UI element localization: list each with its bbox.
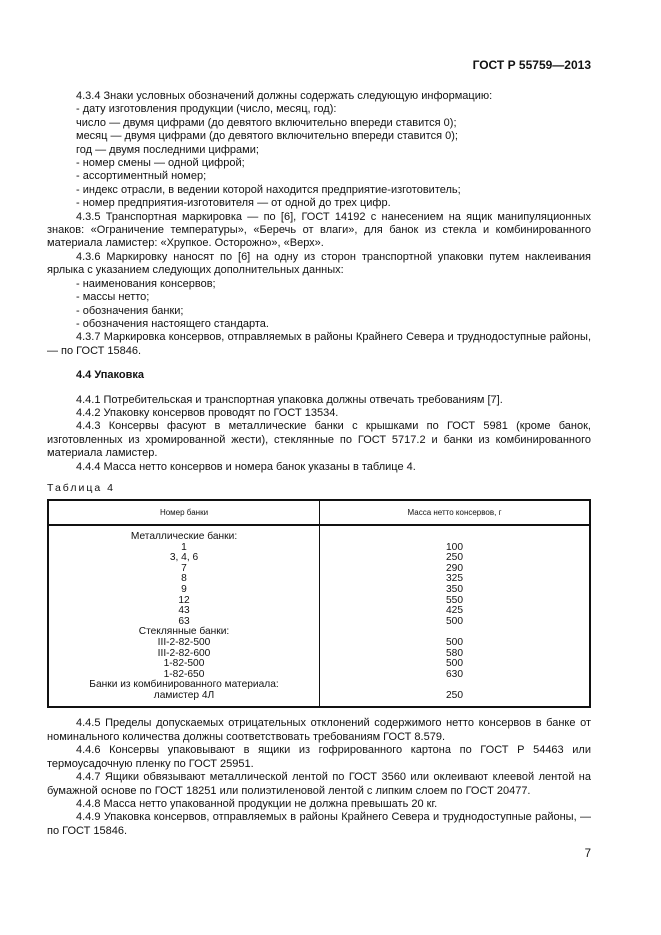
- paragraph: 4.4.7 Ящики обвязывают металлической лентой по ГОСТ 3560 или оклеивают клеевой лентой на бумажной основе по ГОСТ 18251 или полиэтиленовой лентой с липким слоем по ГОСТ 20477.: [47, 771, 591, 797]
- net-mass-cell: 580: [446, 647, 463, 659]
- table-4: [47, 499, 591, 709]
- paragraph: 4.4.6 Консервы упаковывают в ящики из гофрированного картона по ГОСТ Р 54463 или термоусадочную пленку по ГОСТ 25951.: [47, 744, 591, 770]
- net-mass-cell: 630: [446, 668, 463, 680]
- paragraph: 4.4.4 Масса нетто консервов и номера банок указаны в таблице 4.: [76, 460, 416, 473]
- net-mass-cell: 350: [446, 583, 463, 595]
- can-number-cell: Банки из комбинированного материала:: [89, 679, 279, 691]
- can-number-cell: 43: [178, 605, 190, 617]
- table-header-net-mass: Масса нетто консервов, г: [320, 500, 591, 525]
- paragraph: - индекс отрасли, в ведении которой находится предприятие-изготовитель;: [76, 183, 461, 196]
- net-mass-cell: 250: [446, 552, 463, 564]
- net-mass-cell: 100: [446, 541, 463, 553]
- can-number-cell: III-2-82-600: [157, 647, 211, 659]
- paragraph: год — двумя последними цифрами;: [76, 143, 259, 156]
- can-number-cell: ламистер 4Л: [153, 689, 215, 701]
- paragraph: - обозначения банки;: [76, 304, 184, 317]
- paragraph: - дату изготовления продукции (число, месяц, год):: [76, 103, 337, 116]
- can-number-cell: 63: [178, 615, 190, 627]
- section-4-4-text: [47, 394, 591, 474]
- can-number-cell: 9: [181, 583, 187, 595]
- net-mass-cell: 500: [446, 615, 463, 627]
- net-mass-cell: 425: [446, 605, 463, 617]
- paragraph: - массы нетто;: [76, 291, 150, 304]
- table-header-can-number: Номер банки: [48, 500, 320, 525]
- paragraph: - номер смены — одной цифрой;: [76, 157, 245, 170]
- paragraph: число — двумя цифрами (до девятого включительно впереди ставится 0);: [76, 116, 457, 129]
- paragraph: месяц — двумя цифрами (до девятого включительно впереди ставится 0);: [76, 130, 458, 143]
- can-number-cell: 1-82-650: [163, 668, 205, 680]
- can-number-cell: 12: [178, 594, 190, 606]
- page-content: [47, 57, 591, 861]
- net-mass-column: [320, 525, 591, 708]
- can-number-column: [48, 525, 320, 708]
- can-number-cell: 1: [181, 541, 187, 553]
- page-number: 7: [584, 848, 591, 861]
- paragraph: - наименования консервов;: [76, 277, 216, 290]
- can-number-cell: 8: [181, 573, 187, 585]
- can-number-cell: III-2-82-500: [157, 636, 211, 648]
- document-header: ГОСТ Р 55759—2013: [472, 58, 591, 72]
- paragraph: 4.4.1 Потребительская и транспортная упаковка должны отвечать требованиям [7].: [76, 393, 503, 406]
- paragraph: 4.4.3 Консервы фасуют в металлические банки с крышками по ГОСТ 5981 (кроме банок, изготовленных из хромированной жести), стеклянные по ГОСТ 5717.2 и банки из комбинированного материала ламистер.: [47, 420, 591, 460]
- net-mass-cell: 325: [446, 573, 463, 585]
- can-number-cell: Стеклянные банки:: [138, 626, 230, 638]
- can-number-cell: 3, 4, 6: [169, 552, 199, 564]
- can-number-cell: 7: [181, 562, 187, 574]
- net-mass-cell: 500: [446, 636, 463, 648]
- net-mass-cell: 290: [446, 562, 463, 574]
- net-mass-cell: 250: [446, 689, 463, 701]
- paragraph: 4.4.9 Упаковка консервов, отправляемых в районы Крайнего Севера и труднодоступные районы, — по ГОСТ 15846.: [47, 811, 591, 837]
- paragraph: 4.3.6 Маркировку наносят по [6] на одну из сторон транспортной упаковки путем наклеивания ярлыка с указанием следующих дополнительных данных:: [47, 250, 591, 277]
- paragraph: 4.4.8 Масса нетто упакованной продукции не должна превышать 20 кг.: [76, 797, 438, 810]
- section-4-3-text: [47, 90, 591, 358]
- section-4-4-continued-text: [47, 717, 591, 838]
- paragraph: 4.4.2 Упаковку консервов проводят по ГОСТ 13534.: [76, 406, 339, 419]
- net-mass-cell: 550: [446, 594, 463, 606]
- net-mass-cell: [320, 532, 589, 543]
- paragraph: - ассортиментный номер;: [76, 170, 207, 183]
- paragraph: 4.4.5 Пределы допускаемых отрицательных отклонений содержимого нетто консервов в банке от номинального количества должны соответствовать требованиям ГОСТ 8.579.: [47, 717, 591, 743]
- table-caption: Таблица 4: [47, 481, 115, 494]
- net-mass-cell: 500: [446, 658, 463, 670]
- section-title: 4.4 Упаковка: [76, 369, 144, 382]
- paragraph: - номер предприятия-изготовителя — от одной до трех цифр.: [76, 197, 391, 210]
- paragraph: - обозначения настоящего стандарта.: [76, 317, 269, 330]
- can-number-cell: 1-82-500: [163, 658, 205, 670]
- paragraph: 4.3.4 Знаки условных обозначений должны содержать следующую информацию:: [76, 90, 493, 102]
- paragraph: 4.3.5 Транспортная маркировка — по [6], ГОСТ 14192 с нанесением на ящик манипуляционных знаков: «Ограничение температуры», «Беречь от влаги», для банок из стекла и комбинированного материала ламистер: «Хрупкое. Осторожно», «Верх».: [47, 210, 591, 250]
- paragraph: 4.3.7 Маркировка консервов, отправляемых в районы Крайнего Севера и труднодоступные районы, — по ГОСТ 15846.: [47, 331, 591, 357]
- can-number-cell: Металлические банки:: [130, 530, 238, 542]
